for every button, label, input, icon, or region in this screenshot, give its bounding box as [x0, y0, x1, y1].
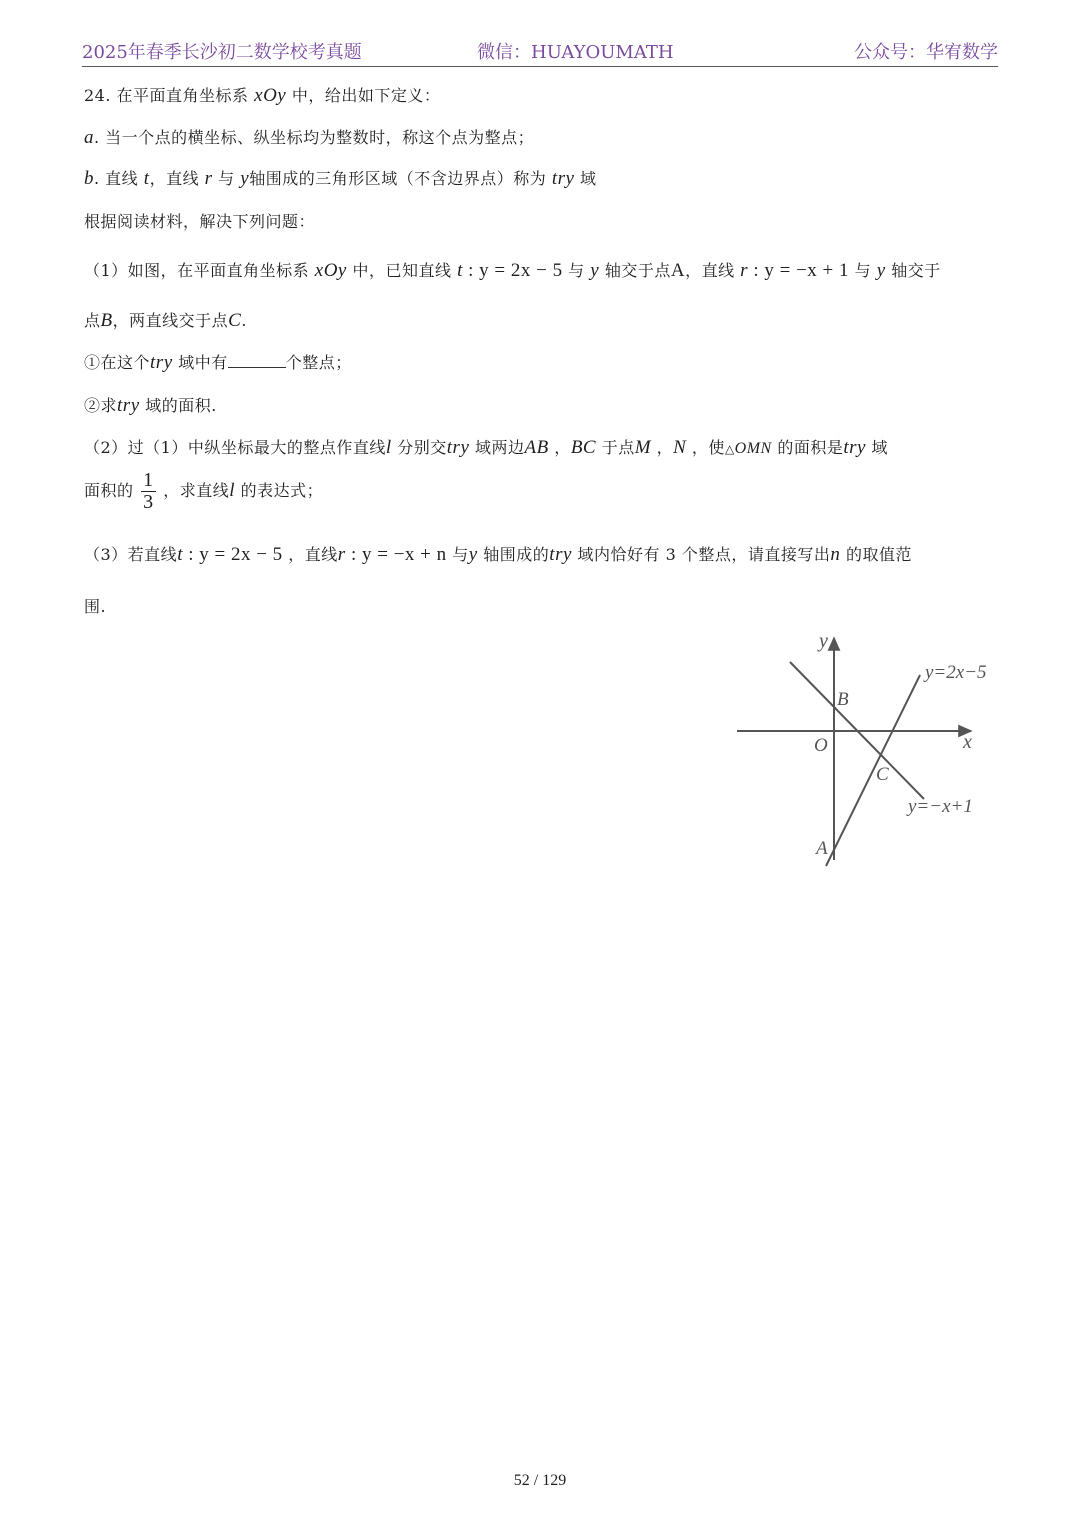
answer-blank[interactable]: [228, 353, 286, 368]
fraction-one-third: $\frac{1}{3}$: [143, 469, 154, 513]
question-3-line-2: 围.: [84, 597, 107, 616]
line-label-2x-minus-5: y=2x−5: [925, 662, 987, 683]
page-number: 52 / 129: [513, 1472, 567, 1489]
question-1-sub-2: ②求try 域的面积.: [84, 395, 217, 416]
question-1-line-2: 点B，两直线交于点C.: [84, 310, 247, 331]
point-c-label: C: [876, 764, 889, 785]
question-1-line-1: （1）如图，在平面直角坐标系 xOy 中，已知直线 t : y = 2x − 5 与 y 轴交于点A，直线 r : y = −x + 1 与 y 轴交于: [84, 260, 941, 281]
question-1-sub-1: ①在这个try 域中有 个整点；: [84, 352, 352, 373]
header-title: 2025年春季长沙初二数学校考真题: [82, 42, 362, 63]
point-b-label: B: [837, 689, 849, 710]
definition-a: a. 当一个点的横坐标、纵坐标均为整数时，称这个点为整点；: [84, 127, 535, 148]
header-wechat: 微信：HUAYOUMATH: [477, 42, 674, 63]
question-3-line-1: （3）若直线t : y = 2x − 5 ，直线r : y = −x + n 与y 轴围成的try 域内恰好有 3 个整点，请直接写出n 的取值范: [84, 544, 912, 565]
axis-x-label: x: [963, 731, 972, 753]
header-account: 公众号：华宥数学: [854, 42, 998, 63]
question-2-line-2: 面积的 $\frac{1}{3}$ ，求直线l 的表达式；: [84, 469, 324, 513]
problem-intro: 24. 在平面直角坐标系 xOy 中，给出如下定义：: [84, 85, 441, 106]
coordinate-figure: [733, 628, 1003, 868]
question-2-line-1: （2）过（1）中纵坐标最大的整点作直线l 分别交try 域两边AB ，BC 于点M ，N ，使△OMN 的面积是try 域: [84, 437, 889, 458]
line-label-neg-x-plus-1: y=−x+1: [908, 796, 973, 817]
axis-y-label: y: [819, 630, 828, 652]
definition-b: b. 直线 t，直线 r 与 y轴围成的三角形区域（不含边界点）称为 try 域: [84, 168, 597, 189]
page-header: [82, 36, 998, 67]
point-a-label: A: [816, 838, 828, 859]
reading-guide: 根据阅读材料，解决下列问题：: [84, 212, 316, 231]
origin-label: O: [814, 735, 828, 756]
